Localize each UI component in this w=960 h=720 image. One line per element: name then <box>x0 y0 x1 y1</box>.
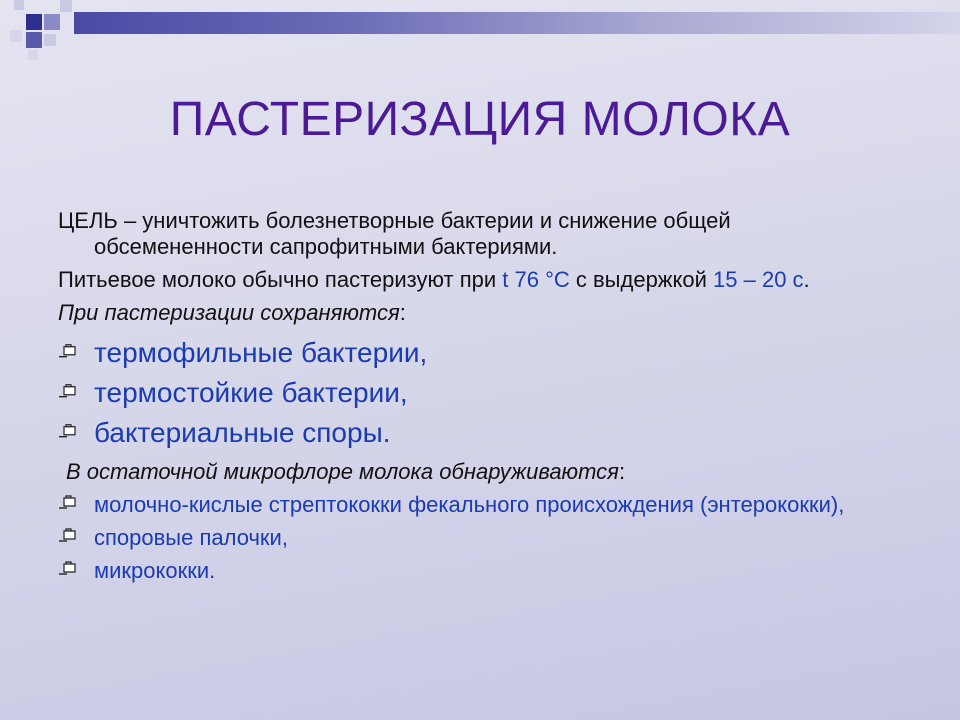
slide-title: ПАСТЕРИЗАЦИЯ МОЛОКА <box>169 93 791 146</box>
deco-square <box>60 0 72 12</box>
folder-bullet-icon <box>58 561 80 577</box>
list-item <box>58 525 898 551</box>
preserved-heading-colon: : <box>399 300 406 325</box>
residual-heading <box>66 459 898 485</box>
deco-square <box>26 14 42 30</box>
list-item-text: бактериальные споры. <box>94 417 391 448</box>
drinking-milk-paragraph <box>58 267 898 293</box>
list-item-text: молочно-кислые стрептококки фекального происхождения (энтерококки), <box>94 492 845 517</box>
folder-bullet-icon <box>58 424 80 440</box>
folder-bullet-icon <box>58 344 80 360</box>
deco-square <box>28 50 38 60</box>
goal-paragraph <box>58 208 898 260</box>
preserved-heading <box>58 300 898 326</box>
residual-heading-text: В остаточной микрофлоре молока обнаруживаются <box>66 459 619 484</box>
list-item-text: споровые палочки, <box>94 525 288 550</box>
pasteurization-duration: 15 – 20 с <box>713 267 804 292</box>
goal-text: – уничтожить болезнетворные бактерии и снижение общей обсемененности сапрофитными бактериями. <box>94 208 731 259</box>
list-item-text: термофильные бактерии, <box>94 337 428 368</box>
residual-heading-colon: : <box>618 459 626 484</box>
deco-square <box>44 34 56 46</box>
folder-bullet-icon <box>58 384 80 400</box>
deco-square <box>44 14 60 30</box>
preserved-heading-text: При пастеризации сохраняются <box>58 300 400 325</box>
goal-label: ЦЕЛЬ <box>58 208 118 233</box>
deco-square <box>26 32 42 48</box>
list-item <box>58 373 898 413</box>
slide-content <box>58 208 898 591</box>
list-item <box>58 558 898 584</box>
folder-bullet-icon <box>58 495 80 511</box>
header-decoration <box>0 0 960 60</box>
list-item-text: термостойкие бактерии, <box>94 377 408 408</box>
list-item <box>58 413 898 453</box>
folder-bullet-icon <box>58 528 80 544</box>
list-item <box>58 492 898 518</box>
header-bar <box>74 12 960 34</box>
drinking-text-end: . <box>803 267 810 292</box>
deco-square <box>14 0 24 10</box>
deco-square <box>10 30 22 42</box>
drinking-text-before: Питьевое молоко обычно пастеризуют при <box>58 267 503 292</box>
drinking-text-mid: с выдержкой <box>569 267 714 292</box>
list-item <box>58 333 898 373</box>
list-item-text: микрококки. <box>94 558 216 583</box>
pasteurization-temperature: t 76 °C <box>502 267 570 292</box>
